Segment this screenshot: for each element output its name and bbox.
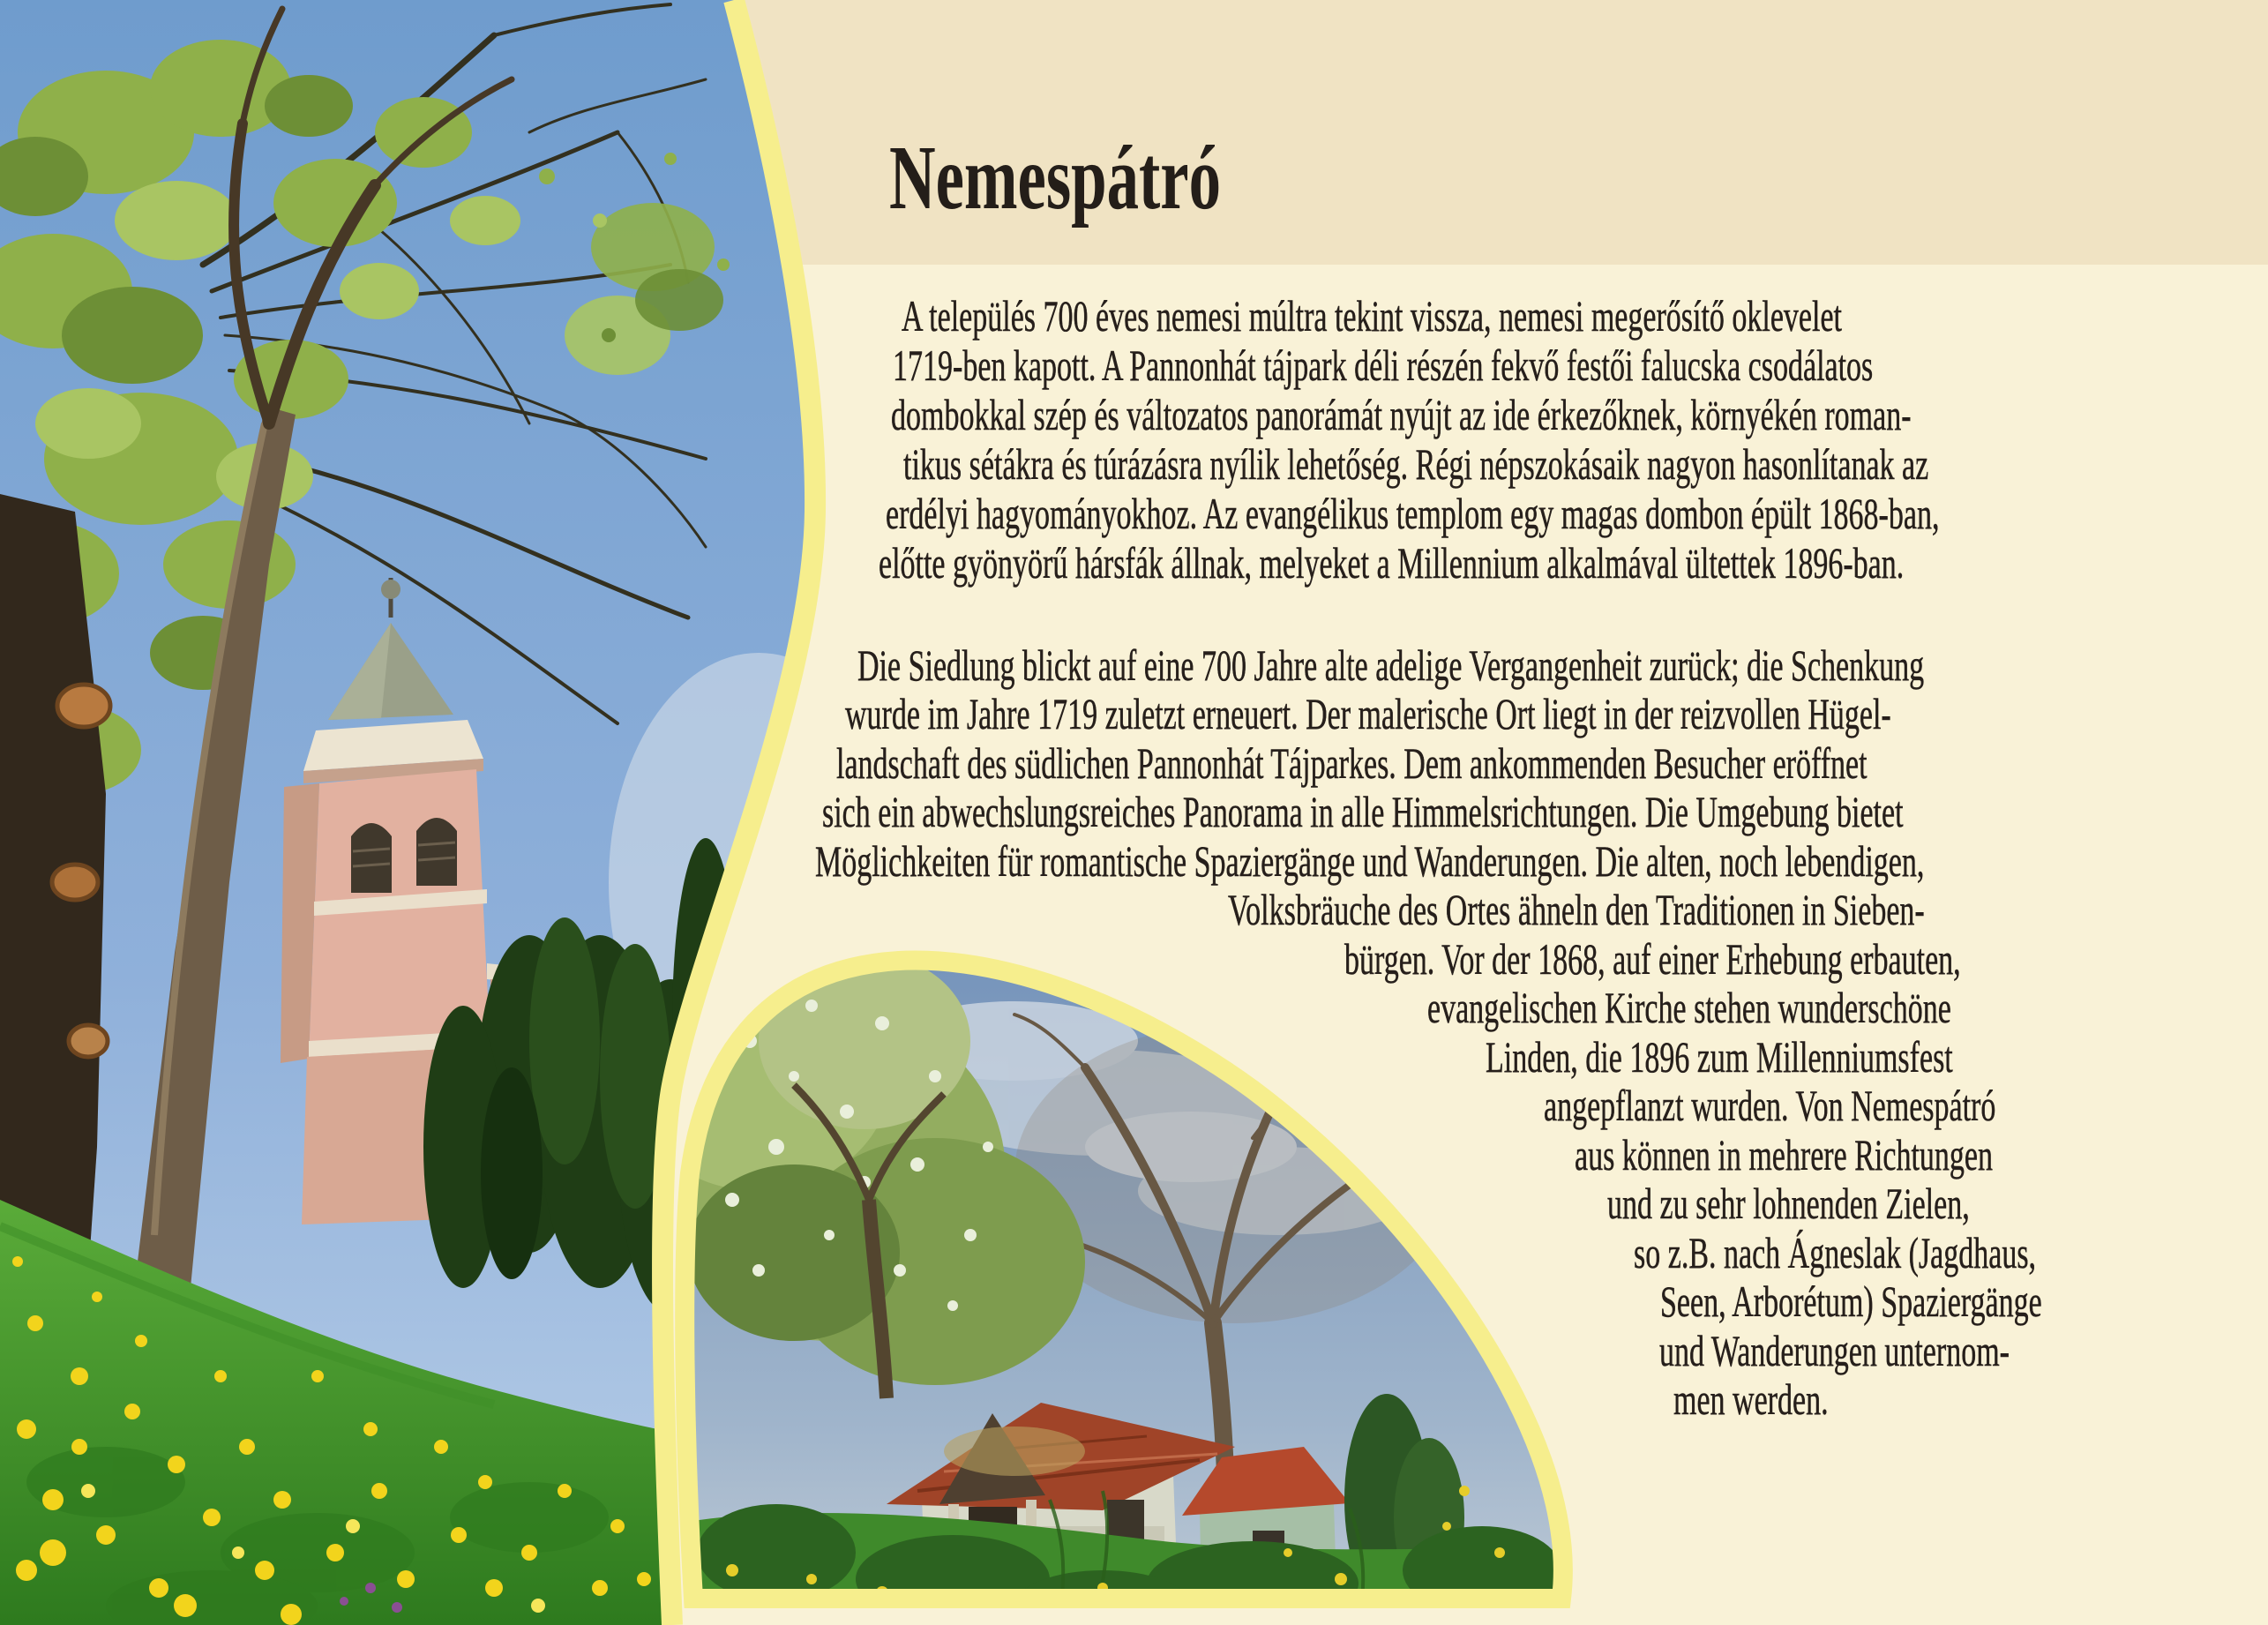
text-line: A település 700 éves nemesi múltra tekint vissza, nemesi megerősítő oklevelet: [902, 291, 1843, 341]
text-line: Volksbräuche des Ortes ähneln den Traditionen in Sieben-: [1228, 885, 1925, 934]
page-title: Nemespátró: [889, 127, 1222, 228]
text-line: und zu sehr lohnenden Zielen,: [1607, 1179, 1970, 1228]
text-line: Die Siedlung blickt auf eine 700 Jahre alte adelige Vergangenheit zurück; die Schenkung: [857, 640, 1925, 690]
text-line: tikus sétákra és túrázásra nyílik lehetőség. Régi népszokásaik nagyon hasonlítanak az: [903, 439, 1929, 489]
text-line: bürgen. Vor der 1868, auf einer Erhebung erbauten,: [1344, 934, 1961, 984]
text-line: 1719-ben kapott. A Pannonhát tájpark déli részén fekvő festői falucska csodálatos: [893, 341, 1874, 390]
text-line: und Wanderungen unternom-: [1659, 1326, 2010, 1375]
text-line: angepflanzt wurden. Von Nemespátró: [1544, 1081, 1996, 1130]
text-line: erdélyi hagyományokhoz. Az evangélikus templom egy magas dombon épült 1868-ban,: [886, 489, 1940, 538]
text-line: Seen, Arborétum) Spaziergänge: [1660, 1277, 2042, 1326]
text-line: landschaft des südlichen Pannonhát Tájparkes. Dem ankommenden Besucher eröffnet: [836, 738, 1868, 788]
text-line: wurde im Jahre 1719 zuletzt erneuert. Der malerische Ort liegt in der reizvollen Hügel-: [845, 689, 1891, 738]
text-line: men werden.: [1673, 1374, 1829, 1424]
text-line: előtte gyönyörű hársfák állnak, melyeket a Millennium alkalmával ültettek 1896-ban.: [879, 538, 1905, 588]
text-line: evangelischen Kirche stehen wunderschöne: [1427, 983, 1951, 1032]
text-line: sich ein abwechslungsreiches Panorama in alle Himmelsrichtungen. Die Umgebung bietet: [822, 787, 1904, 836]
text-line: so z.B. nach Ágneslak (Jagdhaus,: [1634, 1228, 2037, 1277]
text-line: dombokkal szép és változatos panorámát nyújt az ide érkezőknek, környékén roman-: [891, 390, 1912, 439]
text-line: aus können in mehrere Richtungen: [1575, 1130, 1993, 1179]
text-line: Möglichkeiten für romantische Spaziergänge und Wanderungen. Die alten, noch lebendigen,: [815, 836, 1925, 886]
text-line: Linden, die 1896 zum Millenniumsfest: [1486, 1032, 1953, 1082]
